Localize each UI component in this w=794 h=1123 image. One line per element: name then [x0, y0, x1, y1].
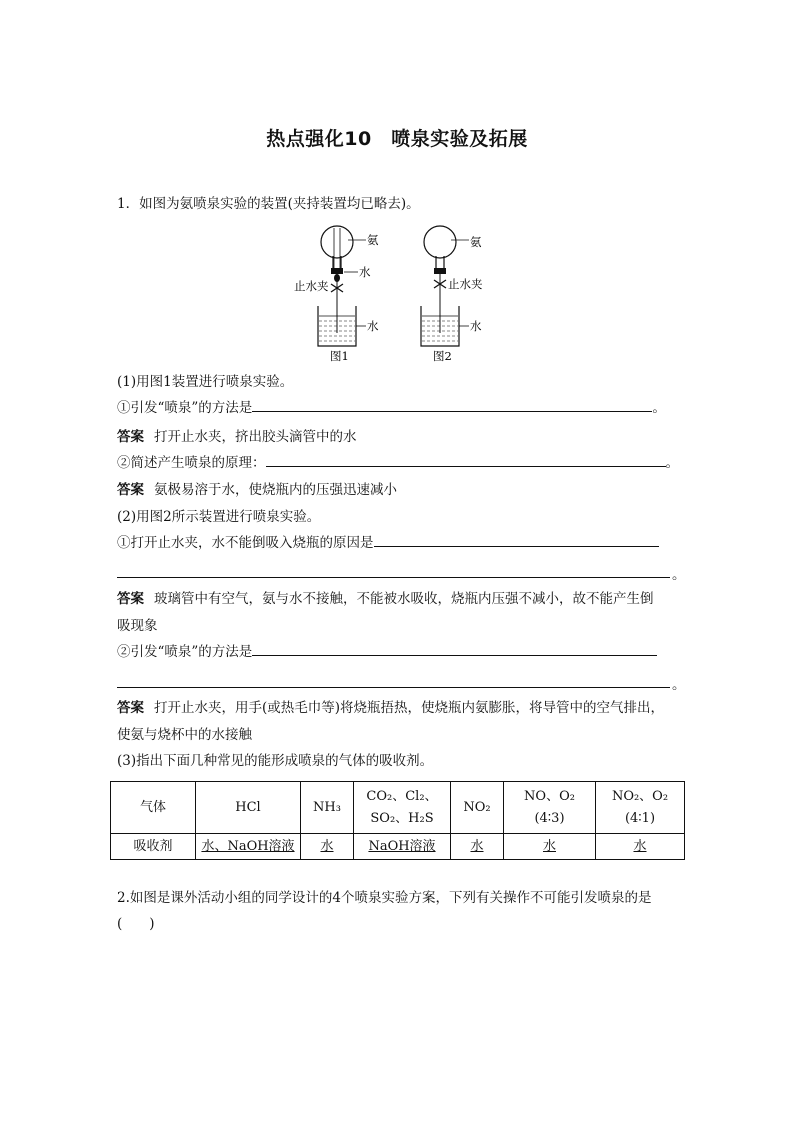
fig1-caption: 图1 — [330, 349, 349, 363]
fig1-clamp-label: 止水夹 — [294, 279, 329, 293]
table-cell: NaOH溶液 — [354, 834, 451, 860]
part2-heading: (2)用图2所示装置进行喷泉实验。 — [117, 509, 321, 525]
fig2-caption: 图2 — [433, 349, 452, 363]
part1-heading: (1)用图1装置进行喷泉实验。 — [117, 374, 294, 390]
figure-2 — [421, 226, 483, 363]
table-cell: NH₃ — [301, 782, 354, 834]
p2-q2-period: 。 — [672, 677, 686, 693]
p2-q1-period: 。 — [672, 567, 686, 583]
fig1-ammonia-label: 氨 — [367, 233, 379, 247]
table-cell: 水、NaOH溶液 — [196, 834, 301, 860]
p2-answer2-line2: 使氨与烧杯中的水接触 — [117, 727, 252, 743]
table-head-gas: 气体 — [111, 782, 196, 834]
p2-q2-answer-line — [117, 686, 670, 688]
p1-answer1: 答案 打开止水夹，挤出胶头滴管中的水 — [117, 429, 357, 445]
fig2-ammonia-label: 氨 — [470, 235, 482, 249]
table-cell: 水 — [504, 834, 596, 860]
p2-question2: ②引发“喷泉”的方法是 — [117, 643, 657, 661]
q2-paren: ( ) — [117, 916, 155, 932]
p2-q1-answer-line — [117, 576, 670, 578]
fig2-clamp-label: 止水夹 — [448, 277, 483, 291]
table-row-gases — [111, 782, 685, 834]
fig2-water-beaker-label: 水 — [470, 319, 482, 333]
p2-answer1-line2: 吸现象 — [117, 618, 158, 634]
p1-question1: ①引发“喷泉”的方法是 。 — [117, 400, 666, 416]
table-cell: 水 — [451, 834, 504, 860]
absorbent-table — [110, 781, 685, 860]
table-row-absorbents — [111, 834, 685, 860]
part3-heading: (3)指出下面几种常见的能形成喷泉的气体的吸收剂。 — [117, 753, 434, 769]
table-cell: 水 — [301, 834, 354, 860]
figure-1 — [294, 226, 379, 363]
p2-answer1-line1: 答案 玻璃管中有空气，氨与水不接触，不能被水吸收，烧瓶内压强不减小，故不能产生倒 — [117, 591, 654, 607]
table-cell: 水 — [596, 834, 685, 860]
table-cell: CO₂、Cl₂、 SO₂、H₂S — [354, 782, 451, 834]
q1-stem: 1．如图为氨喷泉实验的装置(夹持装置均已略去)。 — [117, 196, 420, 212]
q2-stem: 2.如图是课外活动小组的同学设计的4个喷泉实验方案，下列有关操作不可能引发喷泉的是 — [117, 890, 652, 906]
p2-question1: ①打开止水夹，水不能倒吸入烧瓶的原因是 — [117, 534, 659, 552]
table-cell: NO₂、O₂ (4∶1) — [596, 782, 685, 834]
p1-answer2: 答案 氨极易溶于水，使烧瓶内的压强迅速减小 — [117, 482, 397, 498]
p1-question2: ②简述产生喷泉的原理： 。 — [117, 455, 679, 471]
table-cell: HCl — [196, 782, 301, 834]
fig1-water-beaker-label: 水 — [367, 319, 379, 333]
fig1-water-top-label: 水 — [359, 265, 371, 279]
table-cell: NO、O₂ (4∶3) — [504, 782, 596, 834]
fountain-apparatus-figure — [290, 218, 500, 366]
p2-answer2-line1: 答案 打开止水夹，用手(或热毛巾等)将烧瓶捂热，使烧瓶内氨膨胀，将导管中的空气排出， — [117, 700, 665, 716]
table-head-absorbent: 吸收剂 — [111, 834, 196, 860]
table-cell: NO₂ — [451, 782, 504, 834]
page-title: 热点强化10 喷泉实验及拓展 — [266, 128, 528, 150]
